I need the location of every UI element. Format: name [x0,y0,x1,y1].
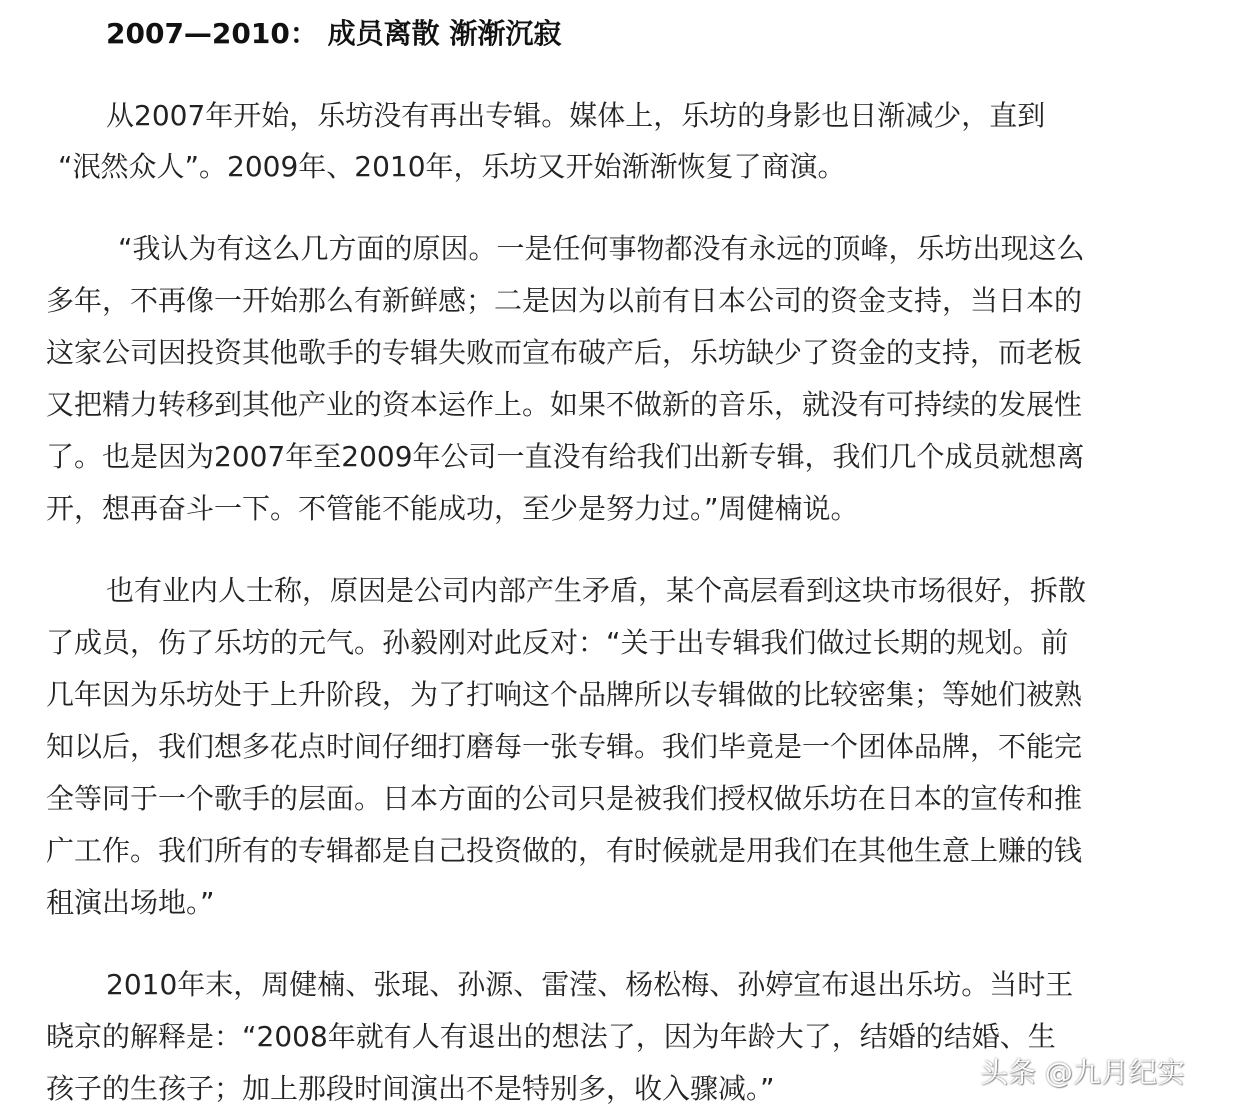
paragraph-line: 了。也是因为2007年至2009年公司一直没有给我们出新专辑，我们几个成员就想离 [46,440,1085,473]
paragraph-line: “我认为有这么几方面的原因。一是任何事物都没有永远的顶峰，乐坊出现这么 [118,232,1085,265]
paragraph-line: 这家公司因投资其他歌手的专辑失败而宣布破产后，乐坊缺少了资金的支持，而老板 [46,336,1083,369]
paragraph-line: 多年，不再像一开始那么有新鲜感；二是因为以前有日本公司的资金支持，当日本的 [46,284,1083,317]
section-heading: 2007—2010： 成员离散 渐渐沉寂 [106,17,562,50]
paragraph-line: 开，想再奋斗一下。不管能不能成功，至少是努力过。”周健楠说。 [46,492,859,525]
paragraph-line: 从2007年开始，乐坊没有再出专辑。媒体上，乐坊的身影也日渐减少，直到 [106,99,1046,132]
paragraph-line: 全等同于一个歌手的层面。日本方面的公司只是被我们授权做乐坊在日本的宣传和推 [46,782,1083,815]
paragraph-line: 2010年末，周健楠、张琨、孙源、雷滢、杨松梅、孙婷宣布退出乐坊。当时王 [106,968,1074,1001]
paragraph-line: 广工作。我们所有的专辑都是自己投资做的，有时候就是用我们在其他生意上赚的钱 [46,834,1083,867]
paragraph-line: 知以后，我们想多花点时间仔细打磨每一张专辑。我们毕竟是一个团体品牌，不能完 [46,730,1083,763]
paragraph-line: “泯然众人”。2009年、2010年，乐坊又开始渐渐恢复了商演。 [58,150,846,183]
paragraph-line: 租演出场地。” [46,886,215,919]
paragraph-line: 几年因为乐坊处于上升阶段，为了打响这个品牌所以专辑做的比较密集；等她们被熟 [46,678,1083,711]
paragraph-line: 也有业内人士称，原因是公司内部产生矛盾，某个高层看到这块市场很好，拆散 [106,574,1087,607]
watermark: 头条 @九月纪实 [980,1056,1185,1089]
paragraph-line: 又把精力转移到其他产业的资本运作上。如果不做新的音乐，就没有可持续的发展性 [46,388,1083,421]
paragraph-line: 晓京的解释是：“2008年就有人有退出的想法了，因为年龄大了，结婚的结婚、生 [46,1020,1056,1053]
paragraph-line: 了成员，伤了乐坊的元气。孙毅刚对此反对：“关于出专辑我们做过长期的规划。前 [46,626,1069,659]
paragraph-line: 孩子的生孩子；加上那段时间演出不是特别多，收入骤减。” [46,1072,775,1105]
